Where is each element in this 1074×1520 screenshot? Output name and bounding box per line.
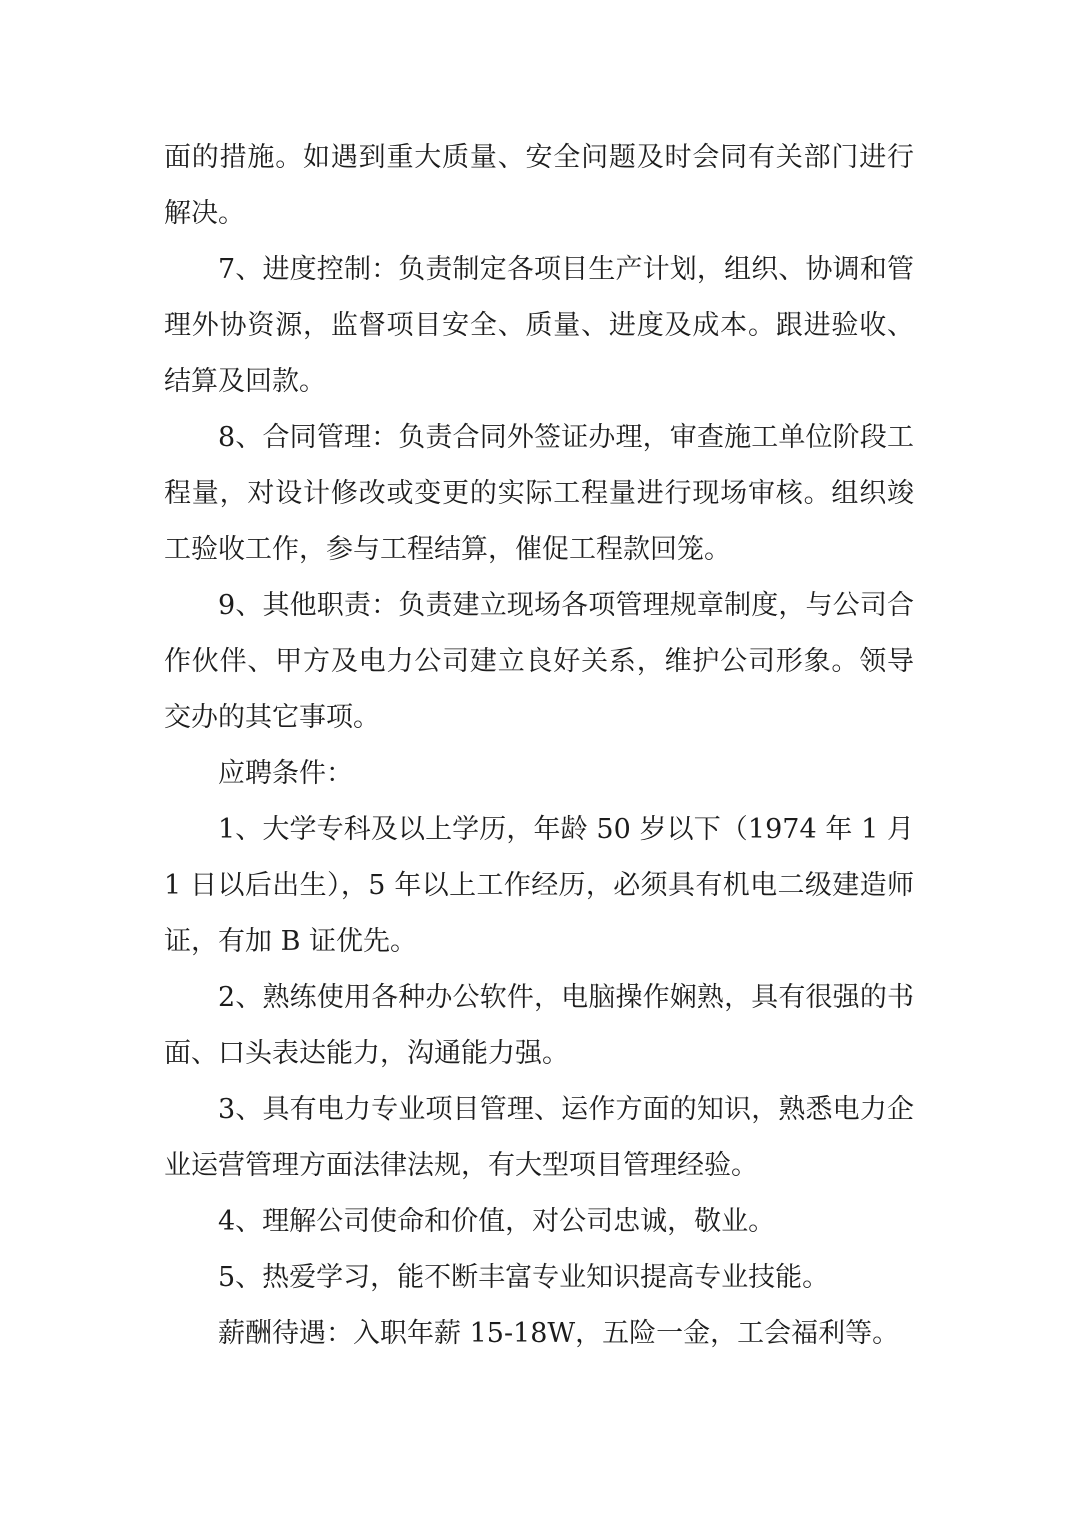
document-body: [164, 130, 914, 1362]
requirement-item-4: 4、理解公司使命和价值，对公司忠诚，敬业。: [218, 1206, 776, 1237]
paragraph-contract-management: 8、合同管理：负责合同外签证办理，审查施工单位阶段工程量，对设计修改或变更的实际工程量进行现场审核。组织竣工验收工作，参与工程结算，催促工程款回笼。: [164, 422, 914, 565]
paragraph-other-duties: 9、其他职责：负责建立现场各项管理规章制度，与公司合作伙伴、甲方及电力公司建立良好关系，维护公司形象。领导交办的其它事项。: [164, 590, 914, 733]
requirement-item-5: 5、热爱学习，能不断丰富专业知识提高专业技能。: [218, 1262, 830, 1293]
paragraph-continued-measures: 面的措施。如遇到重大质量、安全问题及时会同有关部门进行解决。: [164, 142, 914, 229]
section-heading-requirements: 应聘条件：: [218, 758, 353, 789]
requirement-item-1: 1、大学专科及以上学历，年龄 50 岁以下（1974 年 1 月 1 日以后出生），5 年以上工作经历，必须具有机电二级建造师证，有加 B 证优先。: [164, 814, 914, 957]
requirement-item-3: 3、具有电力专业项目管理、运作方面的知识，熟悉电力企业运营管理方面法律法规，有大型项目管理经验。: [164, 1094, 914, 1181]
requirement-item-2: 2、熟练使用各种办公软件，电脑操作娴熟，具有很强的书面、口头表达能力，沟通能力强。: [164, 982, 914, 1069]
paragraph-progress-control: 7、进度控制：负责制定各项目生产计划，组织、协调和管理外协资源，监督项目安全、质量、进度及成本。跟进验收、结算及回款。: [164, 254, 914, 397]
paragraph-compensation: 薪酬待遇：入职年薪 15-18W，五险一金，工会福利等。: [218, 1318, 900, 1349]
